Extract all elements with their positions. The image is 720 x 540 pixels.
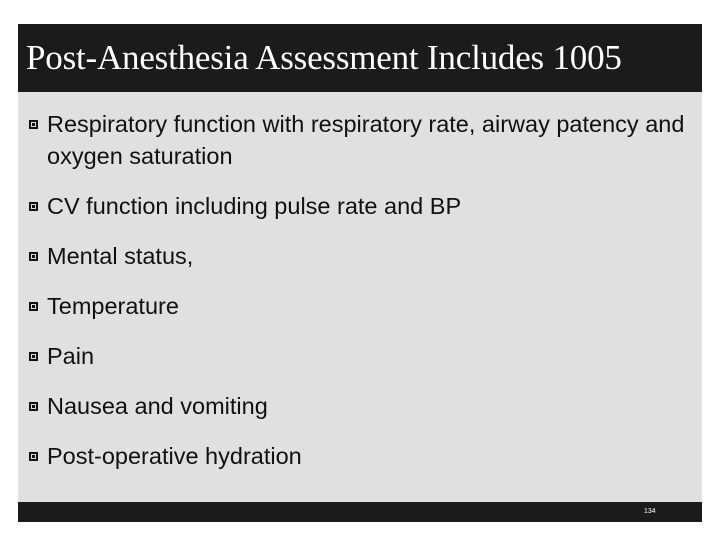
slide-title: Post-Anesthesia Assessment Includes 1005 (26, 38, 622, 77)
bullet-text: Pain (47, 343, 95, 369)
bullet-text: Nausea and vomiting (47, 393, 268, 419)
bullet-item (29, 290, 689, 322)
square-bullet-icon (29, 120, 38, 129)
bullet-item (29, 340, 689, 372)
title-bar (18, 24, 702, 92)
bullet-text: Mental status, (47, 243, 194, 269)
square-bullet-icon (29, 352, 38, 361)
bullet-list (29, 108, 689, 490)
bullet-text: CV function including pulse rate and BP (47, 193, 462, 219)
square-bullet-icon (29, 402, 38, 411)
footer-bar (18, 502, 702, 522)
bullet-item (29, 240, 689, 272)
square-bullet-icon (29, 202, 38, 211)
square-bullet-icon (29, 302, 38, 311)
bullet-item (29, 190, 689, 222)
bullet-text: Temperature (47, 293, 179, 319)
bullet-item (29, 390, 689, 422)
page-number: 134 (644, 508, 656, 515)
square-bullet-icon (29, 452, 38, 461)
slide (18, 24, 702, 522)
square-bullet-icon (29, 252, 38, 261)
bullet-item (29, 108, 689, 172)
bullet-text: Respiratory function with respiratory rate, airway patency and oxygen saturation (47, 111, 685, 169)
bullet-text: Post-operative hydration (47, 443, 302, 469)
bullet-item (29, 440, 689, 472)
